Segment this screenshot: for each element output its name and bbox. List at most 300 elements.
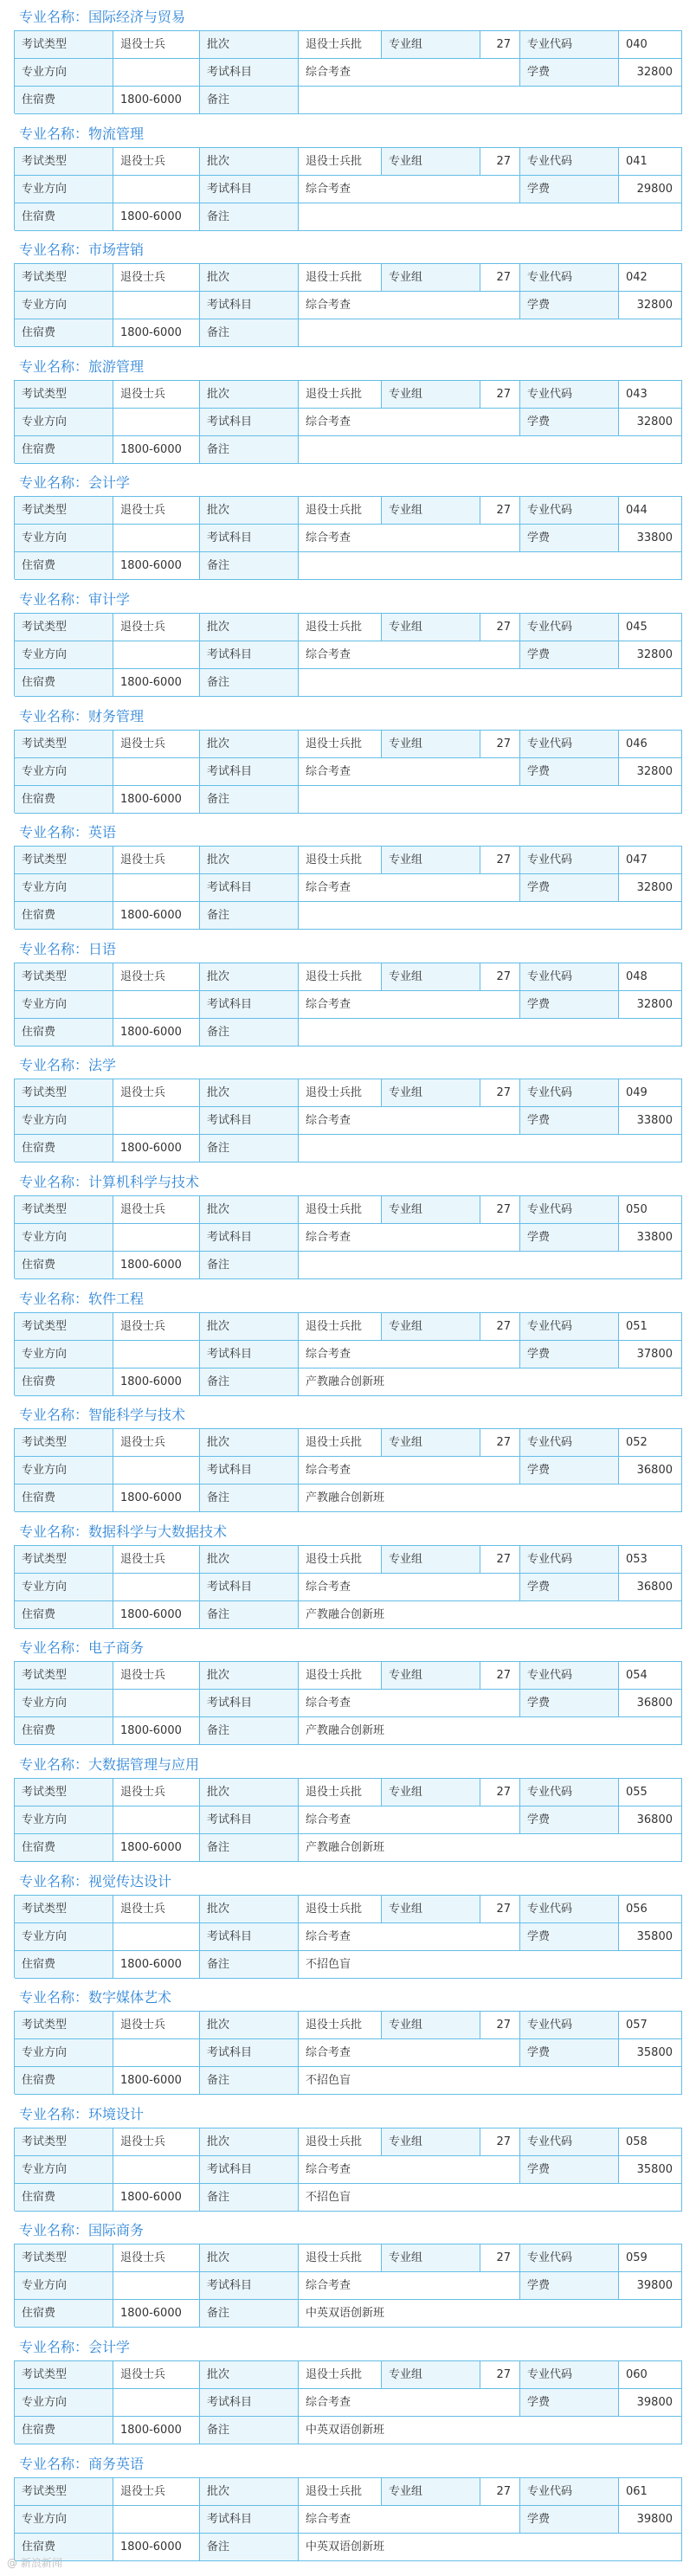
batch-label: 批次 xyxy=(200,2478,299,2506)
major-block xyxy=(0,938,696,1055)
exam-subject-label: 考试科目 xyxy=(200,2156,299,2184)
major-block xyxy=(0,589,696,705)
direction-value xyxy=(113,1690,200,1717)
exam-type-value: 退役士兵 xyxy=(113,1429,200,1457)
tuition-value: 35800 xyxy=(619,2039,682,2067)
major-group-value: 27 xyxy=(480,31,520,59)
batch-label: 批次 xyxy=(200,1546,299,1574)
major-title xyxy=(19,589,130,611)
exam-type-value: 退役士兵 xyxy=(113,497,200,525)
major-info-table xyxy=(14,1661,682,1744)
direction-label: 专业方向 xyxy=(15,2039,113,2067)
major-code-value: 047 xyxy=(619,847,682,874)
exam-type-label: 考试类型 xyxy=(15,2128,113,2156)
exam-subject-value: 综合考查 xyxy=(299,409,520,436)
remark-label: 备注 xyxy=(200,319,299,347)
major-title xyxy=(19,1288,144,1311)
major-info-table xyxy=(14,613,682,696)
direction-value xyxy=(113,874,200,902)
major-group-value: 27 xyxy=(480,497,520,525)
direction-label: 专业方向 xyxy=(15,1574,113,1601)
remark-label: 备注 xyxy=(200,2534,299,2561)
direction-value xyxy=(113,1224,200,1252)
remark-label: 备注 xyxy=(200,786,299,814)
major-group-value: 27 xyxy=(480,2244,520,2272)
major-title xyxy=(19,2103,144,2126)
exam-type-value: 退役士兵 xyxy=(113,614,200,641)
remark-label: 备注 xyxy=(200,669,299,697)
major-info-table xyxy=(14,1079,682,1162)
tuition-label: 学费 xyxy=(520,1806,619,1834)
remark-value xyxy=(299,669,682,697)
major-group-label: 专业组 xyxy=(382,2478,480,2506)
exam-subject-label: 考试科目 xyxy=(200,176,299,203)
batch-value: 退役士兵批 xyxy=(299,1662,382,1690)
direction-value xyxy=(113,1341,200,1368)
exam-subject-label: 考试科目 xyxy=(200,2506,299,2534)
remark-label: 备注 xyxy=(200,1484,299,1512)
exam-subject-value: 综合考查 xyxy=(299,758,520,786)
major-title xyxy=(19,356,144,378)
major-group-value: 27 xyxy=(480,2128,520,2156)
exam-subject-value: 综合考查 xyxy=(299,292,520,319)
major-code-label: 专业代码 xyxy=(520,2478,619,2506)
major-group-label: 专业组 xyxy=(382,731,480,758)
accommodation-value: 1800-6000 xyxy=(113,1717,200,1745)
batch-label: 批次 xyxy=(200,1196,299,1224)
exam-subject-value: 综合考查 xyxy=(299,874,520,902)
exam-subject-value: 综合考查 xyxy=(299,2039,520,2067)
major-name-prefix: 专业名称： xyxy=(19,1057,89,1074)
major-info-table xyxy=(14,1895,682,1978)
major-name: 计算机科学与技术 xyxy=(88,1174,200,1190)
major-title xyxy=(19,472,130,494)
major-title xyxy=(19,938,116,961)
major-group-value: 27 xyxy=(480,1779,520,1806)
exam-subject-label: 考试科目 xyxy=(200,1341,299,1368)
major-group-value: 27 xyxy=(480,1079,520,1107)
major-block xyxy=(0,1288,696,1405)
batch-value: 退役士兵批 xyxy=(299,731,382,758)
major-code-label: 专业代码 xyxy=(520,2244,619,2272)
major-code-value: 041 xyxy=(619,148,682,176)
major-group-value: 27 xyxy=(480,1196,520,1224)
major-code-value: 060 xyxy=(619,2361,682,2389)
major-group-label: 专业组 xyxy=(382,1079,480,1107)
exam-subject-value: 综合考查 xyxy=(299,1690,520,1717)
tuition-value: 33800 xyxy=(619,1107,682,1135)
major-info-table xyxy=(14,963,682,1046)
remark-label: 备注 xyxy=(200,2067,299,2095)
exam-subject-label: 考试科目 xyxy=(200,1923,299,1951)
accommodation-value: 1800-6000 xyxy=(113,1135,200,1162)
major-group-value: 27 xyxy=(480,1546,520,1574)
major-code-label: 专业代码 xyxy=(520,963,619,991)
major-group-value: 27 xyxy=(480,2012,520,2039)
major-code-label: 专业代码 xyxy=(520,2128,619,2156)
tuition-label: 学费 xyxy=(520,59,619,87)
accommodation-label: 住宿费 xyxy=(15,902,113,930)
major-name-prefix: 专业名称： xyxy=(19,9,89,25)
accommodation-label: 住宿费 xyxy=(15,1368,113,1396)
major-code-label: 专业代码 xyxy=(520,31,619,59)
accommodation-value: 1800-6000 xyxy=(113,1019,200,1046)
exam-type-value: 退役士兵 xyxy=(113,31,200,59)
batch-label: 批次 xyxy=(200,497,299,525)
exam-subject-value: 综合考查 xyxy=(299,59,520,87)
direction-value xyxy=(113,1574,200,1601)
accommodation-value: 1800-6000 xyxy=(113,203,200,231)
major-group-value: 27 xyxy=(480,614,520,641)
accommodation-label: 住宿费 xyxy=(15,1484,113,1512)
major-name-prefix: 专业名称： xyxy=(19,1639,89,1657)
tuition-label: 学费 xyxy=(520,2506,619,2534)
major-name: 数据科学与大数据技术 xyxy=(88,1523,228,1540)
exam-subject-value: 综合考查 xyxy=(299,641,520,669)
exam-type-label: 考试类型 xyxy=(15,1196,113,1224)
major-group-value: 27 xyxy=(480,264,520,292)
major-group-label: 专业组 xyxy=(382,264,480,292)
major-block xyxy=(0,472,696,589)
direction-label: 专业方向 xyxy=(15,1457,113,1484)
major-group-value: 27 xyxy=(480,1662,520,1690)
exam-type-value: 退役士兵 xyxy=(113,1779,200,1806)
tuition-label: 学费 xyxy=(520,1574,619,1601)
accommodation-value: 1800-6000 xyxy=(113,1368,200,1396)
major-name-prefix: 专业名称： xyxy=(19,2105,89,2122)
major-group-label: 专业组 xyxy=(382,1779,480,1806)
accommodation-value: 1800-6000 xyxy=(113,552,200,580)
major-code-value: 048 xyxy=(619,963,682,991)
exam-type-value: 退役士兵 xyxy=(113,1079,200,1107)
direction-value xyxy=(113,1806,200,1834)
exam-subject-label: 考试科目 xyxy=(200,2039,299,2067)
exam-subject-label: 考试科目 xyxy=(200,1107,299,1135)
major-name: 会计学 xyxy=(88,2339,131,2355)
remark-value: 中英双语创新班 xyxy=(299,2417,682,2444)
major-block xyxy=(0,2103,696,2220)
major-code-label: 专业代码 xyxy=(520,381,619,409)
exam-type-value: 退役士兵 xyxy=(113,2128,200,2156)
major-block xyxy=(0,1054,696,1171)
major-name-prefix: 专业名称： xyxy=(19,1756,89,1773)
batch-label: 批次 xyxy=(200,731,299,758)
remark-value: 中英双语创新班 xyxy=(299,2300,682,2328)
major-group-label: 专业组 xyxy=(382,1429,480,1457)
remark-value xyxy=(299,1135,682,1162)
major-group-label: 专业组 xyxy=(382,963,480,991)
major-name-prefix: 专业名称： xyxy=(19,1989,89,2006)
major-block xyxy=(0,239,696,356)
major-group-label: 专业组 xyxy=(382,381,480,409)
major-code-value: 046 xyxy=(619,731,682,758)
exam-subject-label: 考试科目 xyxy=(200,2272,299,2300)
major-name-prefix: 专业名称： xyxy=(19,1290,89,1307)
tuition-label: 学费 xyxy=(520,2272,619,2300)
major-name: 大数据管理与应用 xyxy=(88,1756,200,1773)
major-name: 法学 xyxy=(88,1057,117,1074)
remark-label: 备注 xyxy=(200,2300,299,2328)
batch-value: 退役士兵批 xyxy=(299,381,382,409)
major-group-label: 专业组 xyxy=(382,1196,480,1224)
major-name-prefix: 专业名称： xyxy=(19,1523,89,1540)
major-name-prefix: 专业名称： xyxy=(19,357,89,375)
exam-subject-label: 考试科目 xyxy=(200,1806,299,1834)
tuition-label: 学费 xyxy=(520,292,619,319)
batch-value: 退役士兵批 xyxy=(299,148,382,176)
exam-subject-label: 考试科目 xyxy=(200,641,299,669)
major-code-value: 050 xyxy=(619,1196,682,1224)
major-name: 财务管理 xyxy=(88,707,145,724)
exam-subject-label: 考试科目 xyxy=(200,991,299,1019)
tuition-value: 32800 xyxy=(619,59,682,87)
accommodation-value: 1800-6000 xyxy=(113,2534,200,2561)
direction-label: 专业方向 xyxy=(15,2272,113,2300)
major-code-value: 059 xyxy=(619,2244,682,2272)
exam-type-label: 考试类型 xyxy=(15,2012,113,2039)
direction-value xyxy=(113,409,200,436)
major-info-table xyxy=(14,2244,682,2327)
major-block xyxy=(0,1521,696,1638)
direction-label: 专业方向 xyxy=(15,59,113,87)
major-block xyxy=(0,1754,696,1871)
major-info-table xyxy=(14,2128,682,2211)
batch-label: 批次 xyxy=(200,2361,299,2389)
major-info-table xyxy=(14,2011,682,2094)
major-group-label: 专业组 xyxy=(382,148,480,176)
major-code-value: 053 xyxy=(619,1546,682,1574)
direction-value xyxy=(113,292,200,319)
major-name: 国际经济与贸易 xyxy=(88,9,186,25)
major-info-table xyxy=(14,496,682,579)
batch-label: 批次 xyxy=(200,847,299,874)
major-info-table xyxy=(14,1195,682,1278)
accommodation-label: 住宿费 xyxy=(15,1951,113,1979)
major-block xyxy=(0,1987,696,2103)
major-group-label: 专业组 xyxy=(382,1662,480,1690)
major-name: 商务英语 xyxy=(88,2455,145,2472)
major-group-value: 27 xyxy=(480,847,520,874)
major-group-label: 专业组 xyxy=(382,2012,480,2039)
exam-type-value: 退役士兵 xyxy=(113,1313,200,1341)
major-code-label: 专业代码 xyxy=(520,497,619,525)
remark-label: 备注 xyxy=(200,87,299,114)
batch-label: 批次 xyxy=(200,1896,299,1923)
accommodation-value: 1800-6000 xyxy=(113,319,200,347)
major-title xyxy=(19,821,116,844)
accommodation-value: 1800-6000 xyxy=(113,1834,200,1862)
major-block xyxy=(0,356,696,473)
batch-value: 退役士兵批 xyxy=(299,2361,382,2389)
major-code-value: 049 xyxy=(619,1079,682,1107)
remark-label: 备注 xyxy=(200,1252,299,1279)
major-block xyxy=(0,1171,696,1288)
direction-label: 专业方向 xyxy=(15,641,113,669)
remark-value: 不招色盲 xyxy=(299,1951,682,1979)
exam-subject-value: 综合考查 xyxy=(299,2506,520,2534)
batch-label: 批次 xyxy=(200,1429,299,1457)
tuition-label: 学费 xyxy=(520,2156,619,2184)
major-name: 审计学 xyxy=(88,591,131,608)
major-group-value: 27 xyxy=(480,1313,520,1341)
tuition-label: 学费 xyxy=(520,641,619,669)
major-name-prefix: 专业名称： xyxy=(19,1407,89,1424)
direction-label: 专业方向 xyxy=(15,758,113,786)
major-group-value: 27 xyxy=(480,2361,520,2389)
exam-subject-value: 综合考查 xyxy=(299,1457,520,1484)
major-title xyxy=(19,239,144,261)
tuition-value: 32800 xyxy=(619,641,682,669)
direction-value xyxy=(113,525,200,552)
exam-type-value: 退役士兵 xyxy=(113,847,200,874)
major-code-value: 054 xyxy=(619,1662,682,1690)
major-code-label: 专业代码 xyxy=(520,731,619,758)
exam-subject-value: 综合考查 xyxy=(299,1923,520,1951)
major-title xyxy=(19,123,144,145)
remark-label: 备注 xyxy=(200,1717,299,1745)
tuition-value: 33800 xyxy=(619,1224,682,1252)
tuition-value: 37800 xyxy=(619,1341,682,1368)
major-name-prefix: 专业名称： xyxy=(19,125,89,142)
major-name: 国际商务 xyxy=(88,2222,145,2239)
exam-type-value: 退役士兵 xyxy=(113,1896,200,1923)
major-title xyxy=(19,1171,199,1194)
exam-subject-label: 考试科目 xyxy=(200,292,299,319)
accommodation-label: 住宿费 xyxy=(15,1601,113,1629)
batch-value: 退役士兵批 xyxy=(299,1896,382,1923)
exam-type-label: 考试类型 xyxy=(15,1429,113,1457)
major-block xyxy=(0,1871,696,1987)
exam-type-label: 考试类型 xyxy=(15,614,113,641)
major-code-value: 058 xyxy=(619,2128,682,2156)
major-title xyxy=(19,6,185,29)
major-name-prefix: 专业名称： xyxy=(19,1174,89,1190)
major-title xyxy=(19,705,144,728)
direction-value xyxy=(113,2272,200,2300)
exam-subject-value: 综合考查 xyxy=(299,2272,520,2300)
exam-type-label: 考试类型 xyxy=(15,847,113,874)
accommodation-label: 住宿费 xyxy=(15,1135,113,1162)
batch-label: 批次 xyxy=(200,2012,299,2039)
direction-value xyxy=(113,2156,200,2184)
major-code-label: 专业代码 xyxy=(520,1779,619,1806)
major-group-label: 专业组 xyxy=(382,2361,480,2389)
major-group-value: 27 xyxy=(480,1896,520,1923)
major-code-value: 044 xyxy=(619,497,682,525)
major-block xyxy=(0,705,696,822)
major-block xyxy=(0,1637,696,1754)
batch-value: 退役士兵批 xyxy=(299,847,382,874)
exam-type-value: 退役士兵 xyxy=(113,2012,200,2039)
tuition-value: 32800 xyxy=(619,991,682,1019)
batch-value: 退役士兵批 xyxy=(299,31,382,59)
remark-value xyxy=(299,203,682,231)
direction-value xyxy=(113,176,200,203)
major-block xyxy=(0,2336,696,2453)
batch-value: 退役士兵批 xyxy=(299,2128,382,2156)
watermark: @ 新浪新闻 xyxy=(7,2557,62,2569)
accommodation-label: 住宿费 xyxy=(15,1019,113,1046)
major-block xyxy=(0,123,696,240)
exam-type-value: 退役士兵 xyxy=(113,2244,200,2272)
major-name-prefix: 专业名称： xyxy=(19,2339,89,2355)
accommodation-label: 住宿费 xyxy=(15,669,113,697)
direction-value xyxy=(113,1107,200,1135)
major-name-prefix: 专业名称： xyxy=(19,1872,89,1890)
major-group-label: 专业组 xyxy=(382,1313,480,1341)
batch-value: 退役士兵批 xyxy=(299,2478,382,2506)
exam-subject-value: 综合考查 xyxy=(299,1806,520,1834)
remark-label: 备注 xyxy=(200,1135,299,1162)
exam-type-label: 考试类型 xyxy=(15,1546,113,1574)
remark-value: 不招色盲 xyxy=(299,2184,682,2212)
exam-type-label: 考试类型 xyxy=(15,2361,113,2389)
exam-type-value: 退役士兵 xyxy=(113,1546,200,1574)
major-name: 物流管理 xyxy=(88,125,145,142)
tuition-value: 36800 xyxy=(619,1457,682,1484)
major-name: 软件工程 xyxy=(88,1290,145,1307)
major-info-table xyxy=(14,846,682,929)
tuition-label: 学费 xyxy=(520,1923,619,1951)
major-code-label: 专业代码 xyxy=(520,1546,619,1574)
remark-value xyxy=(299,1252,682,1279)
direction-label: 专业方向 xyxy=(15,409,113,436)
exam-subject-label: 考试科目 xyxy=(200,409,299,436)
exam-type-value: 退役士兵 xyxy=(113,2361,200,2389)
major-title xyxy=(19,1054,116,1077)
exam-subject-value: 综合考查 xyxy=(299,1224,520,1252)
direction-value xyxy=(113,641,200,669)
direction-label: 专业方向 xyxy=(15,1107,113,1135)
tuition-label: 学费 xyxy=(520,758,619,786)
direction-value xyxy=(113,59,200,87)
major-name-prefix: 专业名称： xyxy=(19,707,89,724)
remark-label: 备注 xyxy=(200,2417,299,2444)
remark-label: 备注 xyxy=(200,1834,299,1862)
major-info-table xyxy=(14,2477,682,2560)
exam-type-label: 考试类型 xyxy=(15,31,113,59)
direction-label: 专业方向 xyxy=(15,1341,113,1368)
major-title xyxy=(19,1637,144,1659)
exam-subject-value: 综合考查 xyxy=(299,176,520,203)
exam-subject-value: 综合考查 xyxy=(299,2156,520,2184)
remark-value xyxy=(299,436,682,464)
accommodation-value: 1800-6000 xyxy=(113,87,200,114)
major-name-prefix: 专业名称： xyxy=(19,474,89,492)
major-title xyxy=(19,1987,171,2009)
batch-label: 批次 xyxy=(200,381,299,409)
exam-type-value: 退役士兵 xyxy=(113,731,200,758)
direction-label: 专业方向 xyxy=(15,874,113,902)
major-code-value: 061 xyxy=(619,2478,682,2506)
major-code-label: 专业代码 xyxy=(520,1079,619,1107)
exam-type-value: 退役士兵 xyxy=(113,2478,200,2506)
exam-type-value: 退役士兵 xyxy=(113,1196,200,1224)
direction-label: 专业方向 xyxy=(15,292,113,319)
major-block xyxy=(0,2453,696,2570)
direction-label: 专业方向 xyxy=(15,1224,113,1252)
accommodation-label: 住宿费 xyxy=(15,2417,113,2444)
major-code-label: 专业代码 xyxy=(520,1662,619,1690)
major-code-label: 专业代码 xyxy=(520,2361,619,2389)
batch-label: 批次 xyxy=(200,1779,299,1806)
exam-type-label: 考试类型 xyxy=(15,1896,113,1923)
batch-label: 批次 xyxy=(200,2244,299,2272)
accommodation-label: 住宿费 xyxy=(15,203,113,231)
major-name-prefix: 专业名称： xyxy=(19,242,89,259)
major-group-label: 专业组 xyxy=(382,497,480,525)
accommodation-value: 1800-6000 xyxy=(113,1484,200,1512)
